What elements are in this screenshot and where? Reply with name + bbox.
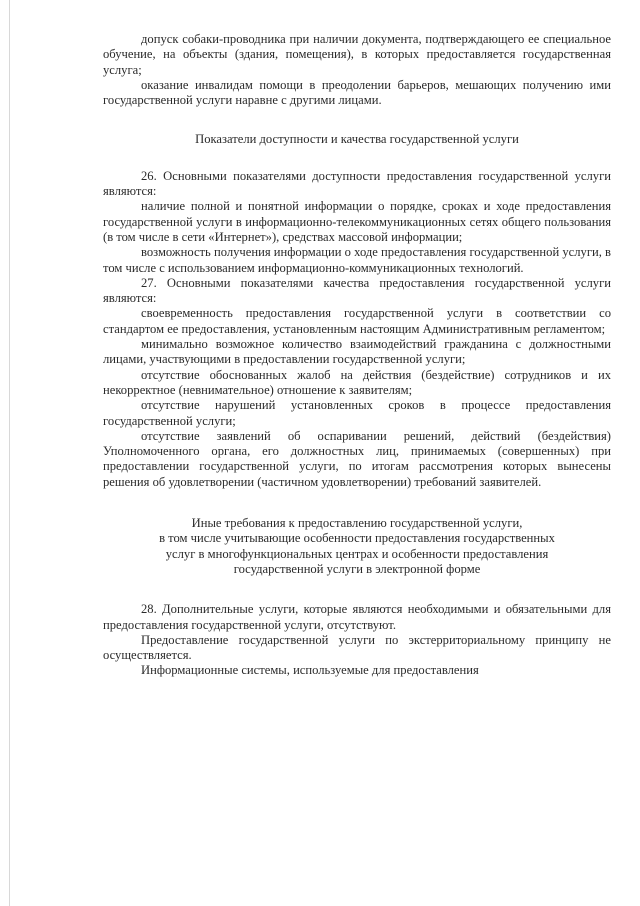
heading-other-requirements-2: в том числе учитывающие особенности предоставления государственных: [159, 531, 555, 546]
paragraph-extraterritorial: Предоставление государственной услуги по экстерриториальному принципу не осуществляется.: [103, 632, 611, 663]
paragraph-get-info: возможность получения информации о ходе предоставления государственной услуги, в том числе с использованием информационно-коммуникационных технологий.: [103, 245, 611, 275]
paragraph-28: 28. Дополнительные услуги, которые являются необходимыми и обязательными для предоставления государственной услуги, отсутствуют.: [103, 602, 611, 632]
paragraph-timeliness: своевременность предоставления государственной услуги в соответствии со стандартом ее предоставления, установленным настоящим Административным регламентом;: [103, 306, 611, 336]
heading-accessibility-quality: Показатели доступности и качества государственной услуги: [195, 132, 519, 147]
document-body: [103, 32, 611, 679]
paragraph-no-appeals: отсутствие заявлений об оспаривании решений, действий (бездействия) Уполномоченного органа, его должностных лиц, принимаемых (совершенных) при предоставлении государственной услуги, по итогам рассмотрения которых вынесены решения об удовлетворении (частичном удовлетворении) требований заявителей.: [103, 428, 611, 489]
paragraph-no-complaints: отсутствие обоснованных жалоб на действия (бездействие) сотрудников и их некорректное (невнимательное) отношение к заявителям;: [103, 367, 611, 397]
paragraph-27: 27. Основными показателями качества предоставления государственной услуги являются:: [103, 275, 611, 306]
heading-other-requirements-4: государственной услуги в электронной форме: [233, 561, 481, 576]
paragraph-full-info: наличие полной и понятной информации о порядке, сроках и ходе предоставления государственной услуги в информационно-телекоммуникационных сетях общего пользования (в том числе в сети «Интернет»), средствах массовой информации;: [103, 199, 611, 244]
paragraph-guide-dog: допуск собаки-проводника при наличии документа, подтверждающего ее специальное обучение, на объекты (здания, помещения), в которых предоставляется государственная услуга;: [103, 32, 611, 77]
heading-other-requirements-3: услуг в многофункциональных центрах и особенности предоставления: [165, 546, 549, 561]
paragraph-26: 26. Основными показателями доступности предоставления государственной услуги являются:: [103, 168, 611, 199]
scan-edge-line: [9, 0, 10, 906]
paragraph-assistance: оказание инвалидам помощи в преодолении барьеров, мешающих получению ими государственной услуги наравне с другими лицами.: [103, 77, 611, 108]
paragraph-interactions: минимально возможное количество взаимодействий гражданина с должностными лицами, участвующими в предоставлении государственной услуги;: [103, 337, 611, 367]
paragraph-info-systems: Информационные системы, используемые для предоставления: [141, 663, 479, 678]
paragraph-no-deadline-violations: отсутствие нарушений установленных сроков в процессе предоставления государственной услуги;: [103, 398, 611, 428]
heading-other-requirements-1: Иные требования к предоставлению государственной услуги,: [191, 516, 523, 531]
